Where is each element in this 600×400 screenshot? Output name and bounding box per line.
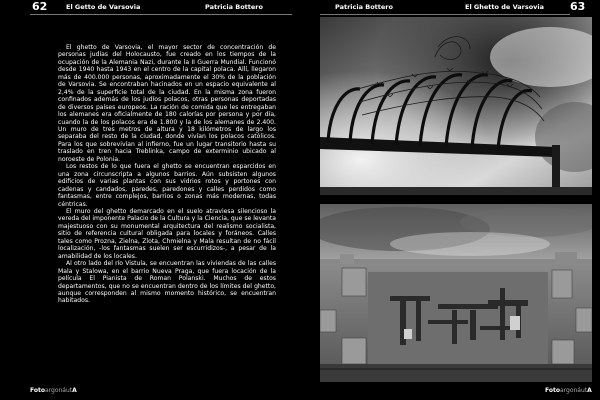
right-header-section-title: El Ghetto de Varsovia xyxy=(465,3,545,11)
right-header-rule xyxy=(320,14,570,15)
article-paragraph-1: El ghetto de Varsovia, el mayor sector de concentración de personas judías del Holocausto, fue creado en los tiempos de la ocupación de la Alemania Nazi, durante la II Guerra Mundial. Funcionó desde 1940 hasta 1943 en el centro de la capital polaca. Allí, llegaron más de 400.000 personas, aproximadamente el 30% de la población de Varsovia. Se encontraban hacinados en un espacio equivalente al 2,4% de la superficie total de la ciudad. En la misma zona fueron confinados además de los judíos polacos, otras personas deportadas de diversos países europeos. La ración de comida que les entregaban los alemanes era oficialmente de 180 calorías por persona y por día, cuando la de los polacos era de 1.800 y la de los alemanes de 2.400. Un muro de tres metros de altura y 18 kilómetros de largo los separaba del resto de la ciudad, donde vivían los polacos católicos. Para los que sobrevivían al infierno, fue un lugar transitorio hasta su traslado en tren hacia Treblinka, campo de exterminio ubicado al noroeste de Polonia. xyxy=(58,44,276,163)
article-paragraph-4: Al otro lado del río Vistula, se encuentran las viviendas de las calles Mala y Stalowa, en el barrio Nueva Praga, que fuera locación de la película El Pianista de Roman Polanski. Muchos de estos departamentos, que no se encuentran dentro de los límites del ghetto, aunque corresponden al mismo momento histórico, se encuentran habitados. xyxy=(58,260,276,305)
right-brand-foto: Foto xyxy=(545,387,560,394)
barbed-wire-photo xyxy=(320,17,592,195)
left-brand-foto: Foto xyxy=(30,387,45,394)
left-header-rule xyxy=(30,14,292,15)
right-header-author: Patricia Bottero xyxy=(335,3,393,11)
left-header-section-title: El Getto de Varsovia xyxy=(66,3,141,11)
left-brand-a: A xyxy=(72,387,77,394)
left-page-header xyxy=(0,0,300,14)
right-page-header xyxy=(300,0,600,14)
article-body xyxy=(58,44,276,305)
ghetto-wall-image xyxy=(320,204,592,382)
article-paragraph-3: El muro del ghetto demarcado en el suelo atraviesa silencioso la vereda del imponente Palacio de la Cultura y la Ciencia, que se levanta majestuoso con su monumental arquitectura del realismo socialista, sitio de referencia cultural obligada para locales y foráneos. Calles tales como Prozna, Zielna, Zlota, Chmielna y Mala resultan de no fácil localización, -los fantasmas suelen ser escurridizos-, a pesar de la amabilidad de los locales. xyxy=(58,207,276,260)
right-footer-brand xyxy=(545,387,592,395)
left-brand-argonauta: argonáut xyxy=(44,387,73,394)
right-brand-a: A xyxy=(587,387,592,394)
left-page-number: 62 xyxy=(32,0,48,13)
left-footer-brand xyxy=(30,387,77,395)
article-paragraph-2: Los restos de lo que fuera el ghetto se encuentran esparcidos en una zona circunscripta a algunos barrios. Aún subsisten algunos edificios de varias plantas con sus vidrios rotos y portones con cadenas y candados, paredes, paredones y calles perdidos como fantasmas, entre complejos, barrios o zonas más modernas, todas céntricas. xyxy=(58,163,276,208)
right-brand-argonauta: argonáut xyxy=(559,387,588,394)
right-page-number: 63 xyxy=(570,0,586,13)
ghetto-wall-photo xyxy=(320,204,592,382)
left-header-author: Patricia Bottero xyxy=(205,3,263,11)
barbed-wire-image xyxy=(320,17,592,195)
